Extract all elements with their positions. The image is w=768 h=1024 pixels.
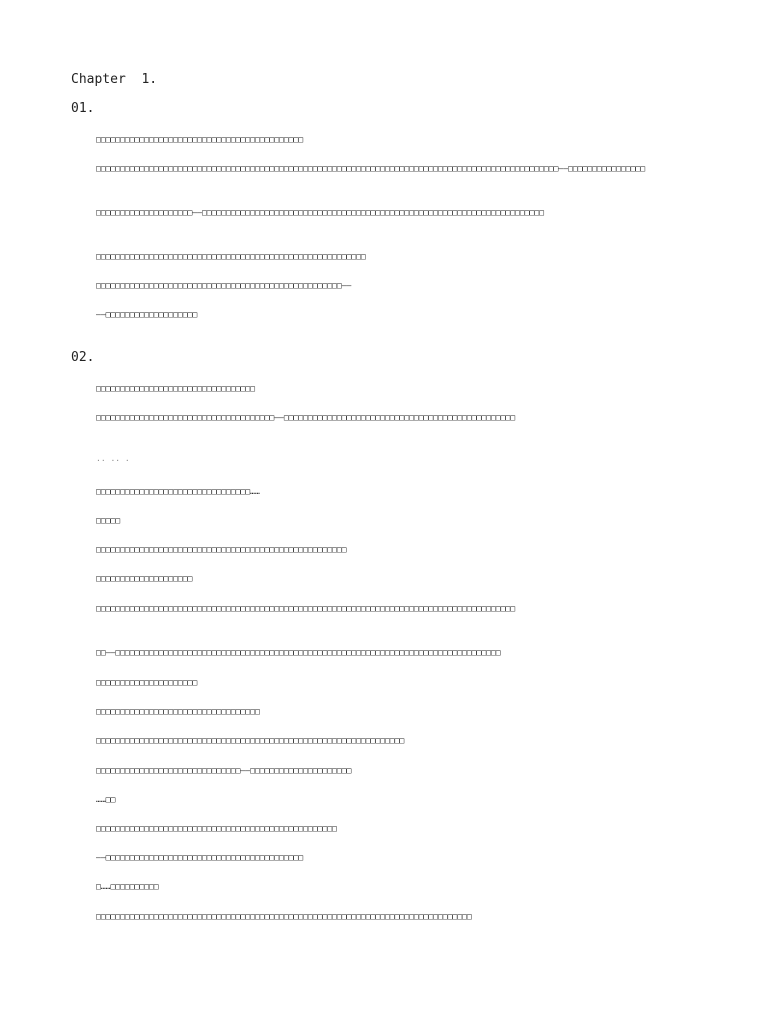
paragraph: □□□□□□□□□□□□□□□□□□□□□□□□□□□□□□□□□□□□□□□□□□□□□□□□□□□—— bbox=[96, 281, 352, 290]
paragraph: □□□□□□□□□□□□□□□□□□□□□□□□□□□□□□□□□□□□□——□□□□□□□□□□□□□□□□□□□□□□□□□□□□□□□□□□□□□□□□□□□□□□□□ bbox=[96, 413, 516, 422]
section-label-01: 01. bbox=[71, 101, 95, 116]
section-label-02: 02. bbox=[71, 350, 95, 365]
paragraph: ——□□□□□□□□□□□□□□□□□□□□□□□□□□□□□□□□□□□□□□□□□ bbox=[96, 853, 304, 862]
paragraph: □□□□□□□□□□□□□□□□□□□□□□□□□□□□□□□□…… bbox=[96, 487, 260, 496]
paragraph: □□□□□□□□□□□□□□□□□□□□□□□□□□□□□□□□□□□□□□□□□□□□□□□□□□□□□□□□□□□□□□□□□□□□□□□□□□□□□□□□□□□□□□□ bbox=[96, 604, 516, 613]
paragraph: □□□□□□□□□□□□□□□□□□□□□□□□□□□□□□□□□ bbox=[96, 384, 255, 393]
paragraph: ……□□ bbox=[96, 795, 116, 804]
paragraph: □□□□□□□□□□□□□□□□□□□□□□□□□□□□□□□□□□□□□□□□□□□□□□□□□□□□ bbox=[96, 545, 347, 554]
paragraph: □□□□□□□□□□□□□□□□□□□□□□□□□□□□□□□□□□□□□□□□□□□ bbox=[96, 135, 304, 144]
paragraph: □□□□□□□□□□□□□□□□□□□□□□□□□□□□□□□□□□□□□□□□□□□□□□□□□□ bbox=[96, 824, 337, 833]
chapter-title: Chapter 1. bbox=[71, 72, 158, 87]
paragraph: □□□□□□□□□□□□□□□□□□□□□□□□□□□□□□□□□□□□□□□□□□□□□□□□□□□□□□□□□□□□□□□□ bbox=[96, 736, 405, 745]
paragraph: □□□□□□□□□□□□□□□□□□□□□□□□□□□□□□□□□□ bbox=[96, 707, 260, 716]
paragraph: □□□□□□□□□□□□□□□□□□□□□□□□□□□□□□□□□□□□□□□□□□□□□□□□□□□□□□□□ bbox=[96, 252, 366, 261]
paragraph: ——□□□□□□□□□□□□□□□□□□□ bbox=[96, 310, 198, 319]
paragraph: □□□□□□□□□□□□□□□□□□□□——□□□□□□□□□□□□□□□□□□□□□□□□□□□□□□□□□□□□□□□□□□□□□□□□□□□□□□□□□□□□□□□□□□□□□□□ bbox=[96, 208, 544, 217]
paragraph: □……□□□□□□□□□□ bbox=[96, 882, 159, 891]
paragraph: □□□□□□□□□□□□□□□□□□□□□□□□□□□□□□——□□□□□□□□□□□□□□□□□□□□□ bbox=[96, 766, 352, 775]
paragraph-ellipsis: ·· ·· · bbox=[96, 456, 130, 465]
paragraph: □□□□□□□□□□□□□□□□□□□□ bbox=[96, 574, 193, 583]
paragraph: □□□□□ bbox=[96, 516, 121, 525]
paragraph: □□□□□□□□□□□□□□□□□□□□□□□□□□□□□□□□□□□□□□□□□□□□□□□□□□□□□□□□□□□□□□□□□□□□□□□□□□□□□□□□□□□□□□□□□□□□□□□□——□□□□□□□□□□□□□□□□ bbox=[96, 164, 646, 173]
paragraph: □□□□□□□□□□□□□□□□□□□□□□□□□□□□□□□□□□□□□□□□□□□□□□□□□□□□□□□□□□□□□□□□□□□□□□□□□□□□□□ bbox=[96, 912, 472, 921]
paragraph: □□——□□□□□□□□□□□□□□□□□□□□□□□□□□□□□□□□□□□□□□□□□□□□□□□□□□□□□□□□□□□□□□□□□□□□□□□□□□□□□□□□ bbox=[96, 648, 501, 657]
paragraph: □□□□□□□□□□□□□□□□□□□□□ bbox=[96, 678, 198, 687]
